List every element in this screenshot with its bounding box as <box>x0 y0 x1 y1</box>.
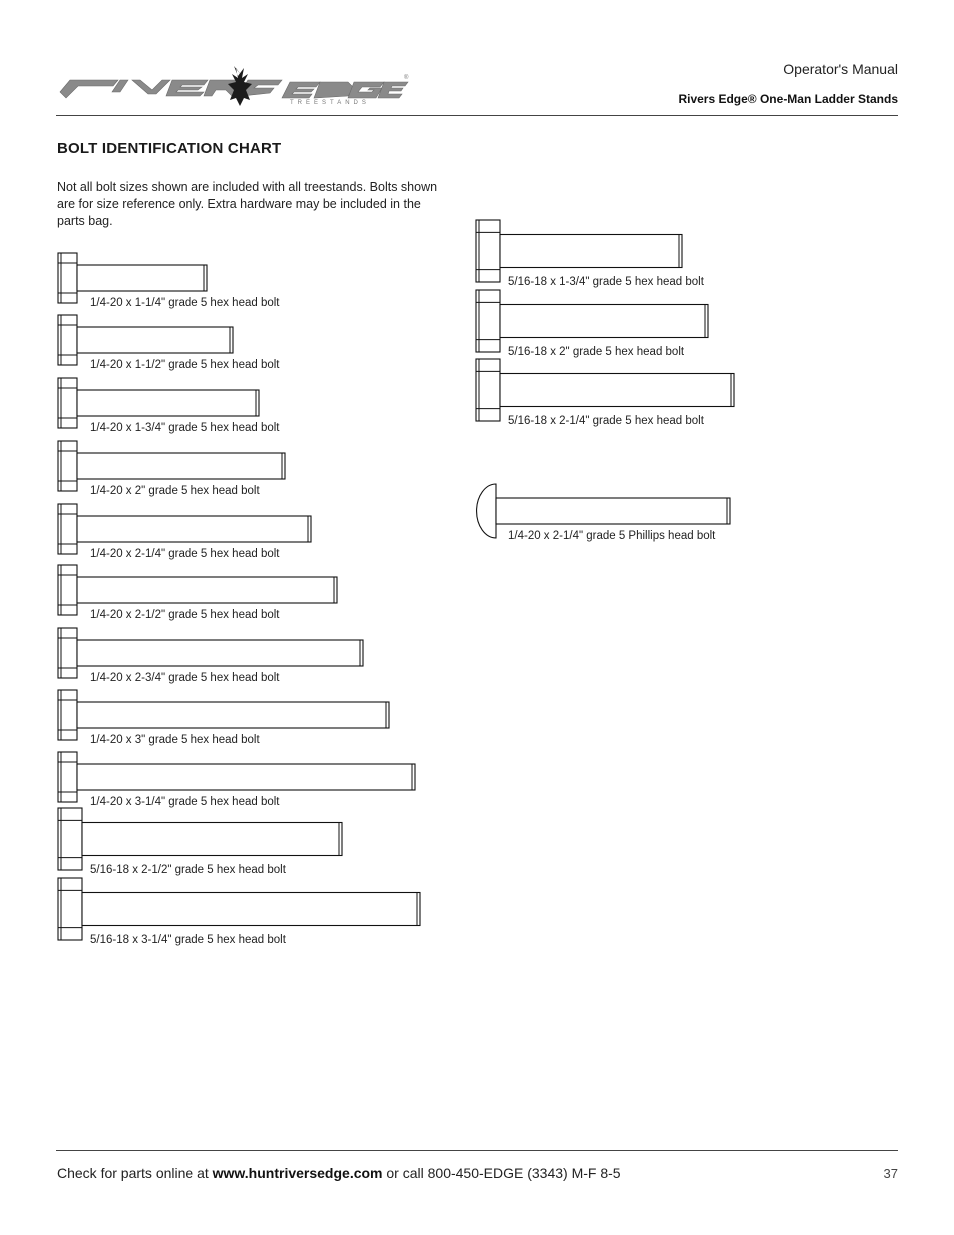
hex-head <box>58 808 82 870</box>
footer-text <box>57 1165 621 1181</box>
hex-head <box>476 220 500 282</box>
footer-website-link[interactable]: www.huntriversedge.com <box>212 1165 383 1181</box>
footer-prefix: Check for parts online at <box>57 1165 213 1181</box>
bolt-label: 1/4-20 x 2-1/4" grade 5 hex head bolt <box>90 548 280 560</box>
bolt-left-7 <box>58 690 389 746</box>
footer-rule <box>56 1150 898 1151</box>
product-title: Rivers Edge® One-Man Ladder Stands <box>678 92 898 106</box>
bolt-label: 5/16-18 x 2-1/2" grade 5 hex head bolt <box>90 864 286 876</box>
intro-paragraph: Not all bolt sizes shown are included with all treestands. Bolts shown are for size reference only. Extra hardware may be included in the parts bag. <box>57 180 438 228</box>
page-number: 37 <box>883 1166 898 1181</box>
bolt-shaft <box>77 265 207 291</box>
footer-suffix: or call 800-450-EDGE (3343) M-F 8-5 <box>382 1165 621 1181</box>
bolt-right-3 <box>477 484 730 542</box>
bolt-label: 5/16-18 x 1-3/4" grade 5 hex head bolt <box>508 276 704 288</box>
bolt-label: 5/16-18 x 3-1/4" grade 5 hex head bolt <box>90 934 286 946</box>
bolt-shaft <box>77 640 363 666</box>
bolt-label: 1/4-20 x 2-1/2" grade 5 hex head bolt <box>90 609 280 621</box>
bolt-left-10 <box>58 878 420 946</box>
bolt-shaft <box>500 305 708 338</box>
svg-text:TREESTANDS: TREESTANDS <box>290 100 370 106</box>
bolt-shaft <box>82 893 420 926</box>
bolt-shaft <box>77 702 389 728</box>
bolt-shaft <box>77 764 415 790</box>
bolt-left-9 <box>58 808 342 876</box>
hex-head <box>58 878 82 940</box>
bolt-shaft <box>77 577 337 603</box>
bolt-left-5 <box>58 565 337 621</box>
bolt-left-4 <box>58 504 311 560</box>
bolt-left-8 <box>58 752 415 808</box>
bolt-left-3 <box>58 441 285 497</box>
bolt-right-2 <box>476 359 734 427</box>
hex-head <box>476 359 500 421</box>
bolt-label: 1/4-20 x 2" grade 5 hex head bolt <box>90 485 260 497</box>
bolt-shaft <box>500 374 734 407</box>
bolt-right-1 <box>476 290 708 358</box>
bolt-label: 5/16-18 x 2" grade 5 hex head bolt <box>508 346 685 358</box>
bolt-label: 1/4-20 x 3-1/4" grade 5 hex head bolt <box>90 796 280 808</box>
bolt-shaft <box>500 235 682 268</box>
manual-title: Operator's Manual <box>783 61 898 77</box>
bolt-left-0 <box>58 253 280 309</box>
bolt-right-0 <box>476 220 705 288</box>
bolt-label: 5/16-18 x 2-1/4" grade 5 hex head bolt <box>508 415 704 427</box>
bolt-shaft <box>77 516 311 542</box>
round-head <box>477 484 496 538</box>
bolt-label: 1/4-20 x 1-1/4" grade 5 hex head bolt <box>90 297 280 309</box>
bolt-shaft <box>77 453 285 479</box>
bolt-shaft <box>82 823 342 856</box>
bolt-label: 1/4-20 x 3" grade 5 hex head bolt <box>90 734 260 746</box>
bolt-label: 1/4-20 x 1-1/2" grade 5 hex head bolt <box>90 359 280 371</box>
bolt-left-1 <box>58 315 280 371</box>
section-heading: BOLT IDENTIFICATION CHART <box>57 140 282 157</box>
bolt-shaft <box>77 390 259 416</box>
bolt-shaft <box>496 498 730 524</box>
bolt-shaft <box>77 327 233 353</box>
bolt-label: 1/4-20 x 1-3/4" grade 5 hex head bolt <box>90 422 280 434</box>
svg-text:®: ® <box>404 75 409 81</box>
bolt-label: 1/4-20 x 2-1/4" grade 5 Phillips head bolt <box>508 530 716 542</box>
hex-head <box>476 290 500 352</box>
bolt-left-2 <box>58 378 280 434</box>
bolt-label: 1/4-20 x 2-3/4" grade 5 hex head bolt <box>90 672 280 684</box>
bolt-left-6 <box>58 628 363 684</box>
